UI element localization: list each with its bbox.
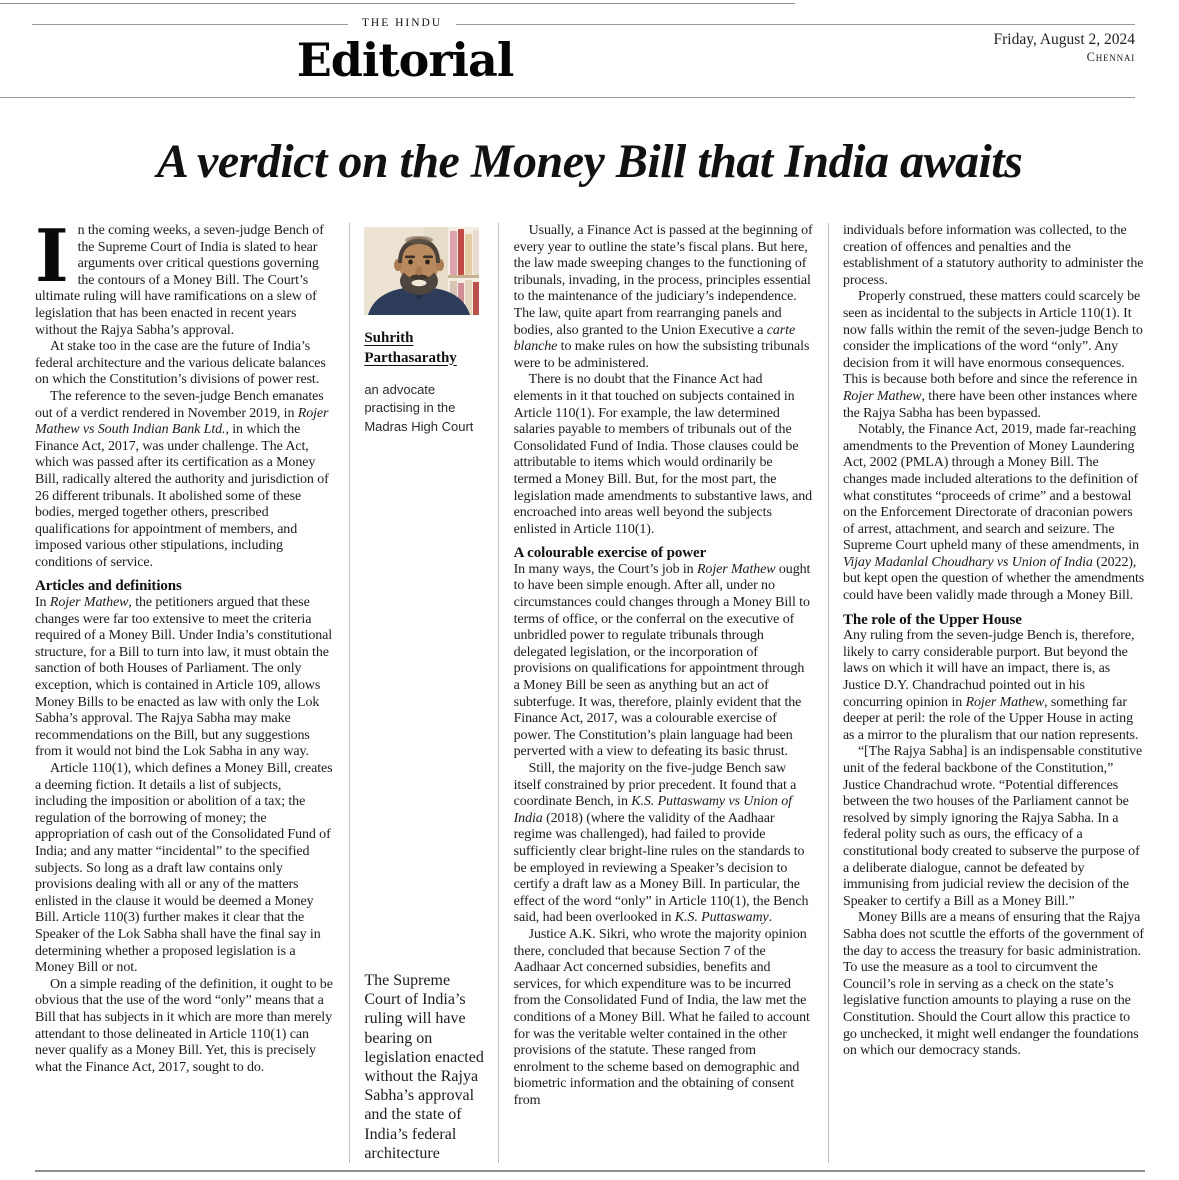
section-heading: Articles and definitions <box>35 578 182 595</box>
column-divider-1 <box>349 223 350 1163</box>
article-paragraph: Any ruling from the seven-judge Bench is, therefore, likely to carry considerable purport. But beyond the laws on which it will have an impact, there is, as Justice D.Y. Chandrachud pointed out in his concurring opinion in Rojer Mathew, something far deeper at peril: the role of the Upper House in acting as a mirror to the pluralism that our nation represents. <box>842 628 1139 743</box>
pull-quote: The Supreme Court of India’s ruling will have bearing on legislation enacted without the Rajya Sabha’s approval and the state of India’s federal architecture <box>364 971 484 1162</box>
section-title: Editorial <box>296 33 514 87</box>
city-text: Chennai <box>1086 50 1135 64</box>
author-column <box>364 223 484 1163</box>
masthead-rule-left <box>32 24 348 25</box>
article-paragraph: In many ways, the Court’s job in Rojer Mathew ought to have been simple enough. After all, under no circumstances could changes through a Money Bill to terms of office, or the conferral on the executive of unbridled power to regulate tribunals through delegated legislation, or the incorporation of provisions on qualifications for appointment through a Money Bill be seen as anything but an act of subterfuge. It was, therefore, plainly evident that the Finance Act, 2017, was a colourable exercise of power. The Constitution’s plain language had been perverted with a view to defeating its basic thrust. <box>513 561 811 760</box>
article-column-3 <box>843 223 1145 1163</box>
article-paragraph: Notably, the Finance Act, 2019, made far-reaching amendments to the Prevention of Money Laundering Act, 2002 (PMLA) through a Money Bill. The changes made included alterations to the definition of what constitutes “proceeds of crime” and a bestowal on the Enforcement Directorate of draconian powers of arrest, attachment, and search and seizure. The Supreme Court upheld many of these amendments, in Vijay Madanlal Choudhary vs Union of India (2022), but kept open the question of whether the amendments could have been validly made through a Money Bill. <box>842 422 1145 604</box>
article-paragraph: On a simple reading of the definition, it ought to be obvious that the use of the word “only” means that a Bill that has subjects in it which are more than merely attendant to those delineated in Article 110(1) can never qualify as a Money Bill. Yet, this is precisely what the Finance Act, 2017, sought to do. <box>35 976 333 1075</box>
article-paragraph: At stake too in the case are the future of India’s federal architecture and the various delicate balances on which the Constitution’s divisions of power rest. <box>35 339 326 388</box>
author-photo-illustration <box>364 227 479 315</box>
section-heading: The role of the Upper House <box>842 611 1022 628</box>
article-column-2 <box>514 223 814 1163</box>
article-paragraph: Properly construed, these matters could scarcely be seen as incidental to the subjects in Article 110(1). It now falls within the remit of the seven-judge Bench to consider the implications of the word “only”. Any decision from it will have enormous consequences. This is because both before and since the reference in Rojer Mathew, there have been other instances where the Rajya Sabha has been bypassed. <box>842 289 1143 421</box>
article-column-1 <box>35 223 335 1163</box>
masthead-rule-right <box>456 24 1135 25</box>
column-divider-2 <box>498 223 499 1163</box>
section-heading: A colourable exercise of power <box>513 545 707 562</box>
article-paragraph: The reference to the seven-judge Bench emanates out of a verdict rendered in November 2019, in Rojer Mathew vs South Indian Bank Ltd., in which the Finance Act, 2017, was under challenge. The Act, which was passed after its certification as a Money Bill, radically altered the authority and jurisdiction of 26 different tribunals. It abolished some of these bodies, merged together others, prescribed qualifications for appointment of members, and imposed various other stipulations, including conditions of service. <box>35 388 329 570</box>
article-body <box>35 223 1145 1163</box>
date-text: Friday, August 2, 2024 <box>993 31 1135 48</box>
column-divider-3 <box>828 223 829 1163</box>
author-bio: an advocate practising in the Madras High Court <box>364 382 474 434</box>
article-paragraph: There is no doubt that the Finance Act had elements in it that touched on subjects contained in Article 110(1). For example, the law determined salaries payable to members of tribunals out of the Consolidated Fund of India. Those clauses could be attributable to items which would ordinarily be termed a Money Bill. But, for the most part, the legislation made amendments to substantive laws, and encroached into areas well beyond the subjects enlisted in Article 110(1). <box>513 372 813 537</box>
article-paragraph: individuals before information was collected, to the creation of offences and penalties and the establishment of a statutory authority to administer the process. <box>842 223 1144 288</box>
author-name-link[interactable]: Suhrith Parthasarathy <box>364 330 457 366</box>
publication-name: THE HINDU <box>361 17 443 29</box>
article-paragraph: Still, the majority on the five-judge Bench saw itself constrained by prior precedent. It found that a coordinate Bench, in K.S. Puttaswamy vs Union of India (2018) (where the validity of the Aadhaar regime was challenged), had failed to provide sufficiently clear bright-line rules on the standards to be employed in reviewing a Speaker’s decision to certify a draft law as a Money Bill. In particular, the effect of the word “only” in Article 110(1), the Bench said, had been overlooked in K.S. Puttaswamy. <box>513 761 809 926</box>
drop-cap: I <box>35 223 69 298</box>
dateline <box>993 31 1135 65</box>
bottom-rule <box>35 1170 1145 1172</box>
article-paragraph: Money Bills are a means of ensuring that the Rajya Sabha does not scuttle the efforts of the government of the day to access the treasury for basic administration. To use the measure as a tool to circumvent the Council’s role in serving as a check on the state’s legislative function amounts to playing a ruse on the Constitution. Should the Court allow this practice to go unchecked, it might well endanger the foundations on which our democracy stands. <box>842 910 1144 1059</box>
article-paragraph: Article 110(1), which defines a Money Bill, creates a deeming fiction. It details a list of subjects, including the imposition or abolition of a tax; the regulation of the borrowing of money; the appropriation of cash out of the Consolidated Fund of India; and any matter “incidental” to the specified subjects. So long as a draft law contains only provisions dealing with all or any of the matters enlisted in the clause it would be deemed a Money Bill. Article 110(3) further makes it clear that the Speaker of the Lok Sabha shall have the final say in determining whether a proposed legislation is a Money Bill or not. <box>35 761 333 976</box>
top-edge-rule <box>0 3 795 4</box>
masthead-bottom-rule <box>0 97 1135 98</box>
article-headline: A verdict on the Money Bill that India awaits <box>156 135 1023 188</box>
article-paragraph: Usually, a Finance Act is passed at the beginning of every year to outline the state’s fiscal plans. But here, the law made sweeping changes to the functioning of tribunals, invading, in the process, principles essential to the maintenance of the judiciary’s independence. The law, quite apart from rearranging panels and bodies, also granted to the Union Executive a carte blanche to make rules on how the subsisting tribunals were to be administered. <box>513 223 813 371</box>
article-paragraph: In the coming weeks, a seven-judge Bench of the Supreme Court of India is slated to hear arguments over critical questions governing the contours of a Money Bill. The Court’s ultimate ruling will have ramifications on a slew of legislation that has been enacted in recent years without the Rajya Sabha’s approval. <box>35 223 324 338</box>
article-paragraph: In Rojer Mathew, the petitioners argued that these changes were far too extensive to meet the criteria required of a Money Bill. Under India’s constitutional structure, for a Bill to turn into law, it must obtain the sanction of both Houses of Parliament. The only exception, which is contained in Article 109, allows Money Bills to be enacted as law with only the Lok Sabha’s approval. The Rajya Sabha may make recommendations on the Bill, but any suggestions from it would not bind the Lok Sabha in any way. <box>35 595 333 760</box>
article-paragraph: “[The Rajya Sabha] is an indispensable constitutive unit of the federal backbone of the Constitution,” Justice Chandrachud wrote. “Potential differences between the two houses of the Parliament cannot be resolved by simply ignoring the Rajya Sabha. In a federal polity such as ours, the efficacy of a constitutional body created to subserve the purpose of a deliberate dialogue, cannot be defeated by immunising from judicial review the decision of the Speaker to certify a Bill as a Money Bill.” <box>842 744 1143 909</box>
article-paragraph: Justice A.K. Sikri, who wrote the majority opinion there, concluded that because Section 7 of the Aadhaar Act concerned subsidies, benefits and services, for which expenditure was to be incurred from the Consolidated Fund of India, the law met the conditions of a Money Bill. What he failed to account for was the veritable welter contained in the other provisions of the statute. These ranged from enrolment to the scheme based on demographic and biometric information and the obtaining of consent from <box>513 926 810 1108</box>
author-photo <box>364 227 479 315</box>
